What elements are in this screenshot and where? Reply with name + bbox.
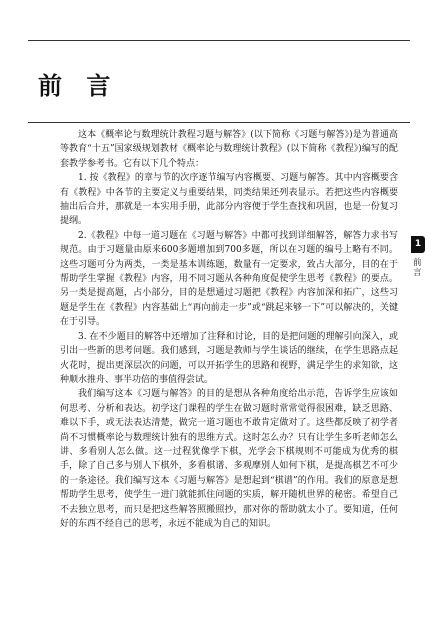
paragraph-point-2: 2.《教程》中每一道习题在《习题与解答》中都可找到详细解答，解答力求书写规范。由于习题量由原来600多题增加到700多题，所以在习题的编号上略有不同。这些习题可分为两类，一类是基本训练题，数量有一定要求，致占大部分，目的在于帮助学生掌握《教程》内容，用不同习题从各种角度促使学生思考《教程》的要点。另一类是提高题，占小部分，目的是想通过习题把《教程》内容加深和拓广，这些习题是学生在《教程》内容基础上“再向前走一步”或“跳起来够一下”可以解决的，关键在于引导。: [60, 230, 398, 328]
side-section-label: 前言: [413, 258, 422, 278]
chapter-tab-number: 1: [414, 239, 422, 249]
chapter-tab: [411, 236, 425, 253]
paragraph-intro: 这本《概率论与数理统计教程习题与解答》(以下简称《习题与解答》)是为普通高等教育“十五”国家级规划教材《概率论与数理统计教程》(以下简称《教程》)编写的配套教学参考书。它有以下几个特点：: [60, 130, 398, 169]
paragraph-point-3: 3. 在不少题目的解答中还增加了注释和讨论，目的是把问题的理解引向深入，或引出一些新的思考问题。我们感到，习题是教师与学生谈话的继续，在学生思路点起火花时，提出更深层次的问题，可以开拓学生的思路和视野，满足学生的求知欲，这种顺水推舟、事半功倍的事值得尝试。: [60, 331, 398, 385]
paragraph-purpose: 我们编写这本《习题与解答》的目的是想从各种角度给出示范，告诉学生应该如何思考、分析和表达。初学这门课程的学生在做习题时常常觉得很困难，缺乏思路、难以下手，或无法表达清楚，做完一道习题也不敢肯定做对了。这些都反映了初学者尚不习惯概率论与数理统计独有的思维方式。这时怎么办？只有让学生多听老师怎么讲、多看别人怎么做。这一过程犹像学下棋，光学会下棋规则不可能成为优秀的棋手，除了自己多与别人下棋外，多看棋谱、多观摩别人如何下棋，是提高棋艺不可少的一条途径。我们编写这本《习题与解答》是想起到“棋谱”的作用。我们的原意是想帮助学生思考，使学生一进门就能抓住问题的实质，解开随机世界的秘密。希望自己不去独立思考，而只是把这些解答照搬照抄，那对你的帮助就太小了。要知道，任何好的东西不经自己的思考，永远不能成为自己的知识。: [60, 389, 398, 529]
paragraph-point-1: 1. 按《教程》的章与节的次序逐节编写内容概要、习题与解答。其中内容概要含有《教程》中各节的主要定义与重要结果，同类结果还列表显示。若把这些内容概要抽出后合并，那就是一本实用手册，此部分内容便于学生查找和巩固，也是一份复习提纲。: [60, 173, 398, 227]
title-rule: [28, 122, 410, 123]
body-text: [60, 128, 398, 531]
page-title: 前 言: [38, 72, 119, 100]
top-rule: [28, 40, 410, 41]
